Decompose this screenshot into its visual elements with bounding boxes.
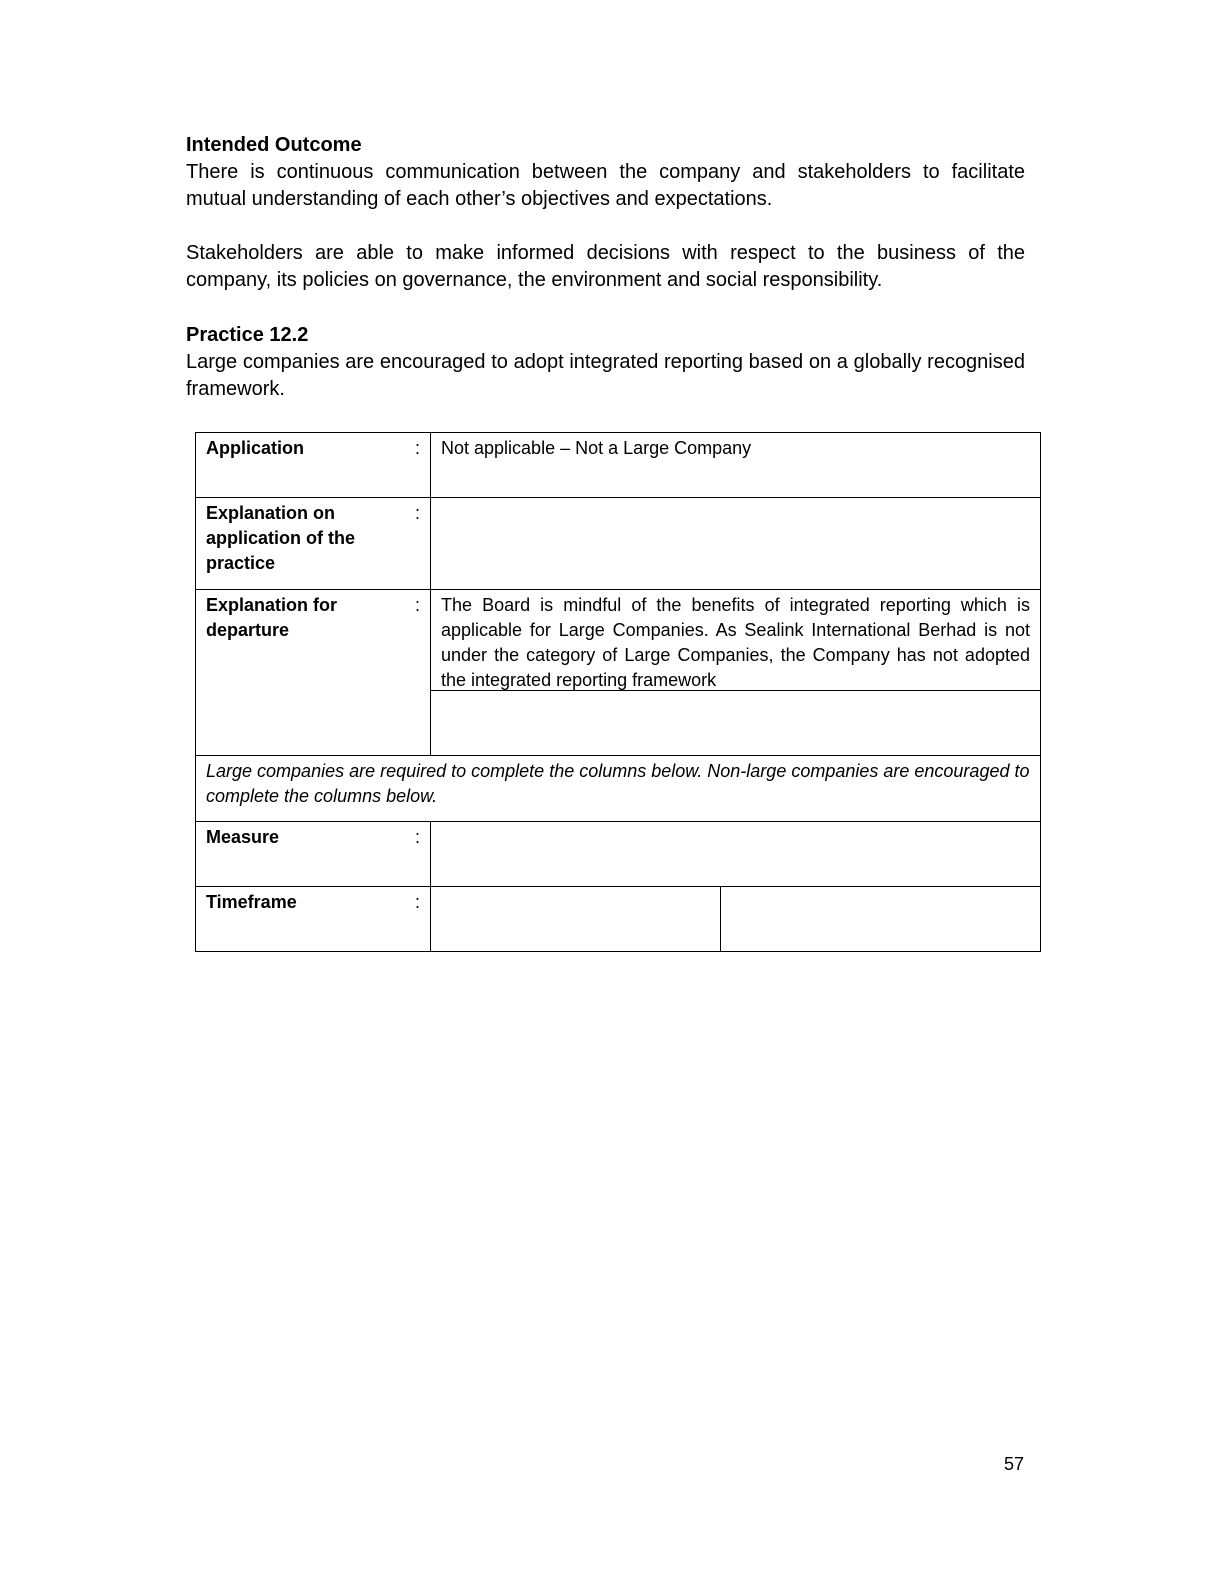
explanation-application-label: Explanation on application of the practice [206,503,356,573]
explanation-departure-label: Explanation for departure [206,595,338,640]
measure-colon: : [414,827,420,847]
measure-value-cell [430,821,1041,887]
timeframe-colon: : [414,892,420,912]
intended-outcome-paragraph-2: Stakeholders are able to make informed decisions with respect to the business of the company, its policies on governance, the environment and social responsibility. [186,242,1025,291]
measure-label-cell [195,821,431,887]
application-label-cell [195,432,431,498]
explanation-departure-colon: : [414,595,420,615]
intended-outcome-heading: Intended Outcome [186,134,362,156]
application-colon: : [414,438,420,458]
timeframe-label: Timeframe [206,892,297,912]
explanation-application-colon: : [414,503,420,523]
practice-table [195,432,1041,952]
application-label: Application [206,438,304,458]
measure-label: Measure [206,827,280,847]
practice-description: Large companies are encouraged to adopt integrated reporting based on a globally recognised framework. [186,351,1025,400]
explanation-application-value-cell [430,497,1041,590]
page-number: 57 [1004,1454,1025,1474]
timeframe-label-cell [195,886,431,952]
explanation-departure-extra-cell [430,690,1041,756]
explanation-departure-value: The Board is mindful of the benefits of integrated reporting which is applicable for Large Companies. As Sealink International Berhad is not under the category of Large Companies, the Company has not adopted the integrated reporting framework [441,595,1030,690]
timeframe-value-cell-2 [720,886,1041,952]
application-value-cell [430,432,1041,498]
large-companies-note: Large companies are required to complete the columns below. Non-large companies are encouraged to complete the columns below. [206,761,1030,806]
timeframe-value-cell-1 [430,886,721,952]
note-cell [195,755,1041,822]
intended-outcome-paragraph-1: There is continuous communication between the company and stakeholders to facilitate mutual understanding of each other’s objectives and expectations. [186,161,1025,210]
application-value: Not applicable – Not a Large Company [441,438,752,458]
explanation-departure-value-cell [430,589,1041,691]
practice-heading: Practice 12.2 [186,324,309,346]
explanation-application-label-cell [195,497,431,590]
explanation-departure-label-cell [195,589,431,756]
